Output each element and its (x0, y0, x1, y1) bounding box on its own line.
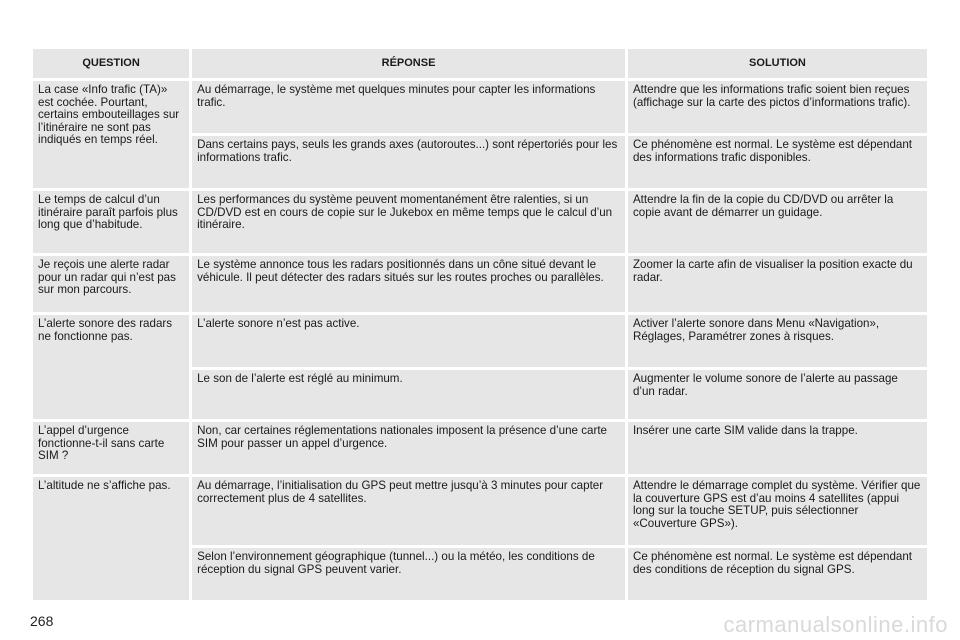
solution-cell: Activer l’alerte sonore dans Menu «Navigation», Réglages, Paramétrer zones à risques. (628, 315, 927, 367)
solution-cell: Attendre que les informations trafic soient bien reçues (affichage sur la carte des pictos d’informations trafic). (628, 81, 927, 133)
header-row (33, 49, 927, 78)
question-cell: L’appel d’urgence fonctionne-t-il sans carte SIM ? (33, 422, 189, 474)
watermark: carmanualsonline.info (723, 612, 948, 637)
question-cell: L’alerte sonore des radars ne fonctionne pas. (33, 315, 189, 419)
page-number: 268 (30, 613, 54, 629)
solution-cell: Insérer une carte SIM valide dans la trappe. (628, 422, 927, 474)
response-cell: Au démarrage, l’initialisation du GPS peut mettre jusqu’à 3 minutes pour capter correctement plus de 4 satellites. (192, 477, 625, 545)
response-cell: L’alerte sonore n’est pas active. (192, 315, 625, 367)
response-cell: Au démarrage, le système met quelques minutes pour capter les informations trafic. (192, 81, 625, 133)
response-cell: Le système annonce tous les radars positionnés dans un cône situé devant le véhicule. Il peut détecter des radars situés sur les routes proches ou parallèles. (192, 256, 625, 312)
question-cell: Je reçois une alerte radar pour un radar qui n’est pas sur mon parcours. (33, 256, 189, 312)
solution-cell: Ce phénomène est normal. Le système est dépendant des conditions de réception du signal GPS. (628, 548, 927, 600)
response-cell: Selon l’environnement géographique (tunnel...) ou la météo, les conditions de réception du signal GPS peuvent varier. (192, 548, 625, 600)
solution-cell: Zoomer la carte afin de visualiser la position exacte du radar. (628, 256, 927, 312)
response-cell: Dans certains pays, seuls les grands axes (autoroutes...) sont répertoriés pour les informations trafic. (192, 136, 625, 188)
solution-cell: Ce phénomène est normal. Le système est dépendant des informations trafic disponibles. (628, 136, 927, 188)
table-row (33, 315, 927, 367)
solution-cell: Attendre le démarrage complet du système. Vérifier que la couverture GPS est d’au moins 4 satellites (appui long sur la touche SETUP, puis sélectionner «Couverture GPS»). (628, 477, 927, 545)
response-cell: Le son de l’alerte est réglé au minimum. (192, 370, 625, 419)
question-cell: La case «Info trafic (TA)» est cochée. Pourtant, certains embouteillages sur l’itinéraire ne sont pas indiqués en temps réel. (33, 81, 189, 188)
header-response: RÉPONSE (192, 49, 625, 78)
table-row (33, 477, 927, 545)
solution-cell: Augmenter le volume sonore de l’alerte au passage d’un radar. (628, 370, 927, 419)
header-solution: SOLUTION (628, 49, 927, 78)
faq-table (30, 46, 930, 603)
table-row (33, 256, 927, 312)
solution-cell: Attendre la fin de la copie du CD/DVD ou arrêter la copie avant de démarrer un guidage. (628, 191, 927, 253)
question-cell: Le temps de calcul d’un itinéraire paraît parfois plus long que d’habitude. (33, 191, 189, 253)
question-cell: L’altitude ne s’affiche pas. (33, 477, 189, 600)
response-cell: Les performances du système peuvent momentanément être ralenties, si un CD/DVD est en cours de copie sur le Jukebox en même temps que le calcul d’un itinéraire. (192, 191, 625, 253)
response-cell: Non, car certaines réglementations nationales imposent la présence d’une carte SIM pour passer un appel d’urgence. (192, 422, 625, 474)
table-row (33, 81, 927, 133)
header-question: QUESTION (33, 49, 189, 78)
table-row (33, 191, 927, 253)
table-row (33, 422, 927, 474)
